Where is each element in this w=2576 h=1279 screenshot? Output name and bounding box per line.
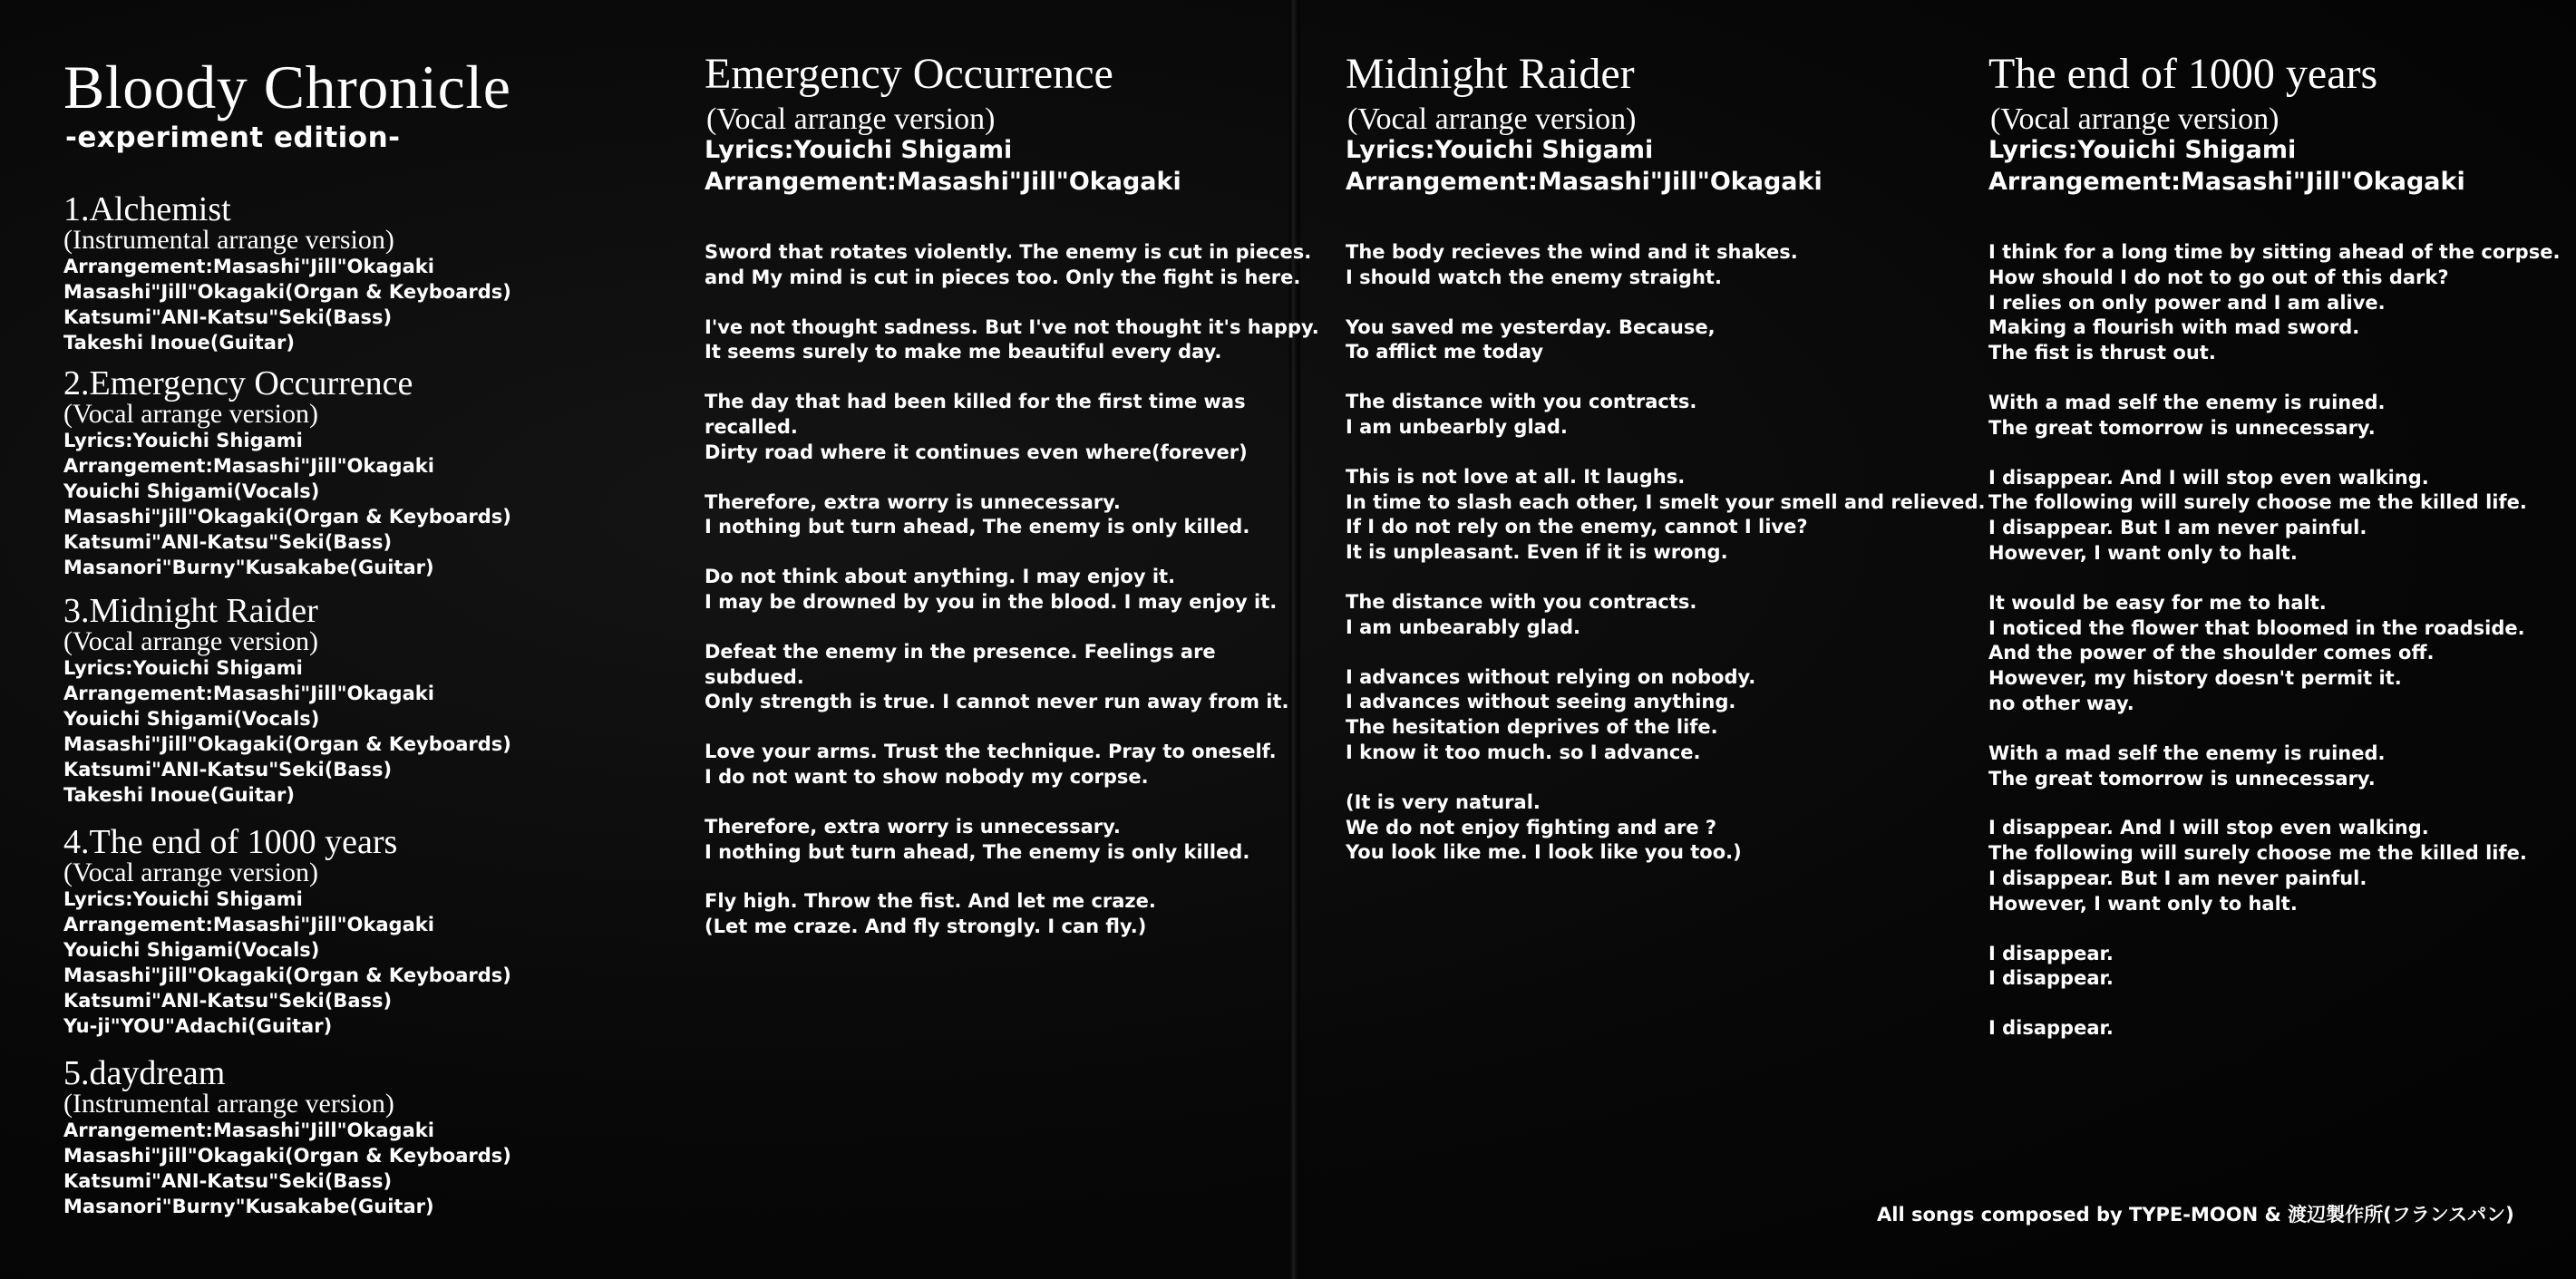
lyrics-stanza	[1988, 741, 2576, 792]
lyrics-line: You saved me yesterday. Because,	[1346, 315, 1716, 338]
lyrics-line: I disappear. And I will stop even walking.	[1988, 466, 2429, 489]
lyrics-credit-line: Lyrics:Youichi Shigami	[705, 136, 1013, 164]
lyrics-line: I do not want to show nobody my corpse.	[705, 765, 1149, 788]
credit-line: Masashi"Jill"Okagaki(Organ & Keyboards)	[63, 506, 511, 528]
lyrics-line: We do not enjoy fighting and are ?	[1346, 816, 1717, 838]
track-title: 4.The end of 1000 years	[63, 823, 398, 861]
credit-line: Masashi"Jill"Okagaki(Organ & Keyboards)	[63, 281, 511, 303]
lyrics-stanza	[1988, 816, 2576, 916]
lyrics-line: It seems surely to make me beautiful every day.	[705, 341, 1222, 363]
track-title: 1.Alchemist	[63, 190, 231, 228]
lyrics-line: To afflict me today	[1346, 341, 1544, 363]
credit-line: Arrangement:Masashi"Jill"Okagaki	[63, 683, 434, 704]
credit-line: Katsumi"ANI-Katsu"Seki(Bass)	[63, 759, 393, 780]
lyrics-stanza	[1346, 315, 1971, 366]
track-credits	[63, 655, 662, 808]
lyrics-line: I disappear.	[1988, 967, 2114, 990]
track-title: 5.daydream	[63, 1054, 226, 1092]
credit-line: Arrangement:Masashi"Jill"Okagaki	[63, 914, 434, 935]
album-subtitle: -experiment edition-	[65, 121, 401, 154]
lyrics-title: Midnight Raider	[1346, 50, 1635, 98]
lyrics-stanza	[1988, 591, 2576, 717]
lyrics-line: The hesitation deprives of the life.	[1346, 716, 1718, 739]
lyrics-line: The fist is thrust out.	[1988, 342, 2216, 364]
lyrics-stanza	[705, 315, 1330, 366]
lyrics-line: If I do not rely on the enemy, cannot I live?	[1346, 516, 1808, 538]
track-title: 2.Emergency Occurrence	[63, 364, 413, 402]
lyrics-line: I relies on only power and I am alive.	[1988, 291, 2386, 314]
lyrics-line: However, I want only to halt.	[1988, 541, 2298, 564]
lyrics-line: (Let me craze. And fly strongly. I can fly.)	[705, 916, 1147, 938]
credit-line: Youichi Shigami(Vocals)	[63, 708, 320, 730]
lyrics-line: (It is very natural.	[1346, 790, 1541, 813]
lyrics-credit-line: Arrangement:Masashi"Jill"Okagaki	[1988, 168, 2465, 196]
lyrics-credits	[705, 134, 1181, 198]
lyrics-line: I am unbearbly glad.	[1346, 415, 1568, 438]
lyrics-stanza	[705, 565, 1330, 615]
lyrics-line: The great tomorrow is unnecessary.	[1988, 767, 2376, 790]
credit-line: Lyrics:Youichi Shigami	[63, 430, 303, 451]
lyrics-line: The following will surely choose me the killed life.	[1988, 842, 2527, 865]
lyrics-line: The distance with you contracts.	[1346, 391, 1697, 413]
lyrics-line: I nothing but turn ahead, The enemy is only killed.	[705, 840, 1250, 863]
track-credits	[63, 1118, 662, 1219]
lyrics-stanza	[705, 390, 1330, 465]
lyrics-stanza	[1346, 590, 1971, 641]
lyrics-credit-line: Arrangement:Masashi"Jill"Okagaki	[705, 168, 1181, 196]
credit-line: Masashi"Jill"Okagaki(Organ & Keyboards)	[63, 733, 511, 755]
lyrics-line: Therefore, extra worry is unnecessary.	[705, 490, 1121, 513]
lyrics-version: (Vocal arrange version)	[706, 102, 996, 136]
lyrics-title: Emergency Occurrence	[705, 50, 1113, 98]
credit-line: Arrangement:Masashi"Jill"Okagaki	[63, 1119, 434, 1141]
lyrics-stanza	[705, 889, 1330, 940]
lyrics-line: and My mind is cut in pieces too. Only the fight is here.	[705, 266, 1301, 288]
lyrics-line: I've not thought sadness. But I've not thought it's happy.	[705, 315, 1319, 338]
lyrics-line: I disappear. But I am never painful.	[1988, 867, 2367, 889]
track-title: 3.Midnight Raider	[63, 592, 318, 630]
lyrics-line: I disappear.	[1988, 1017, 2114, 1040]
credit-line: Youichi Shigami(Vocals)	[63, 939, 320, 961]
credit-line: Lyrics:Youichi Shigami	[63, 888, 303, 910]
lyrics-line: The body recieves the wind and it shakes.	[1346, 241, 1798, 263]
lyrics-line: Do not think about anything. I may enjoy it.	[705, 566, 1176, 588]
lyrics-stanza	[705, 740, 1330, 790]
lyrics-line: Fly high. Throw the fist. And let me craze.	[705, 890, 1156, 913]
lyrics-line: Sword that rotates violently. The enemy is cut in pieces.	[705, 241, 1312, 263]
lyrics-line: Only strength is true. I cannot never run away from it.	[705, 691, 1289, 713]
credit-line: Katsumi"ANI-Katsu"Seki(Bass)	[63, 306, 393, 328]
lyrics-line: I disappear. But I am never painful.	[1988, 517, 2367, 539]
lyrics-line: However, my history doesn't permit it.	[1988, 667, 2402, 690]
credit-line: Lyrics:Youichi Shigami	[63, 657, 303, 679]
lyrics-line: It is unpleasant. Even if it is wrong.	[1346, 541, 1728, 564]
lyrics-line: I think for a long time by sitting ahead of the corpse.	[1988, 241, 2561, 263]
lyrics-credit-line: Arrangement:Masashi"Jill"Okagaki	[1346, 168, 1823, 196]
lyrics-body	[1988, 240, 2576, 1066]
composer-credit: All songs composed by TYPE-MOON & 渡辺製作所(フランスパン)	[1877, 1204, 2514, 1226]
lyrics-stanza	[705, 815, 1330, 866]
lyrics-line: I disappear. And I will stop even walking.	[1988, 817, 2429, 839]
lyrics-line: The great tomorrow is unnecessary.	[1988, 416, 2376, 439]
lyrics-line: I am unbearably glad.	[1346, 615, 1581, 638]
track-version: (Instrumental arrange version)	[63, 225, 394, 255]
lyrics-line: I know it too much. so I advance.	[1346, 741, 1701, 763]
lyrics-line: Making a flourish with mad sword.	[1988, 316, 2360, 339]
lyrics-line: Love your arms. Trust the technique. Pray to oneself.	[705, 741, 1277, 763]
lyrics-stanza	[1346, 240, 1971, 291]
track-version: (Instrumental arrange version)	[63, 1089, 394, 1119]
lyrics-stanza	[1346, 665, 1971, 766]
lyrics-line: In time to slash each other, I smelt your smell and relieved.	[1346, 490, 1986, 513]
credit-line: Katsumi"ANI-Katsu"Seki(Bass)	[63, 1170, 393, 1192]
lyrics-line: recalled.	[705, 415, 798, 438]
credit-line: Takeshi Inoue(Guitar)	[63, 784, 295, 806]
track-credits	[63, 254, 662, 355]
credit-line: Youichi Shigami(Vocals)	[63, 480, 320, 502]
lyrics-credit-line: Lyrics:Youichi Shigami	[1988, 136, 2297, 164]
track-version: (Vocal arrange version)	[63, 858, 318, 887]
lyrics-line: Therefore, extra worry is unnecessary.	[705, 815, 1121, 838]
lyrics-stanza	[1988, 391, 2576, 441]
lyrics-stanza	[1988, 240, 2576, 366]
lyrics-credits	[1346, 134, 1823, 198]
credit-line: Masanori"Burny"Kusakabe(Guitar)	[63, 557, 434, 578]
lyrics-line: I advances without seeing anything.	[1346, 691, 1736, 713]
credit-line: Arrangement:Masashi"Jill"Okagaki	[63, 256, 434, 277]
credit-line: Yu-ji"YOU"Adachi(Guitar)	[63, 1015, 333, 1037]
lyrics-line: However, I want only to halt.	[1988, 892, 2298, 915]
lyrics-stanza	[1346, 790, 1971, 866]
credit-line: Arrangement:Masashi"Jill"Okagaki	[63, 455, 434, 477]
lyrics-line: You look like me. I look like you too.)	[1346, 841, 1742, 864]
lyrics-line: With a mad self the enemy is ruined.	[1988, 391, 2386, 413]
track-entry	[63, 366, 662, 580]
album-title: Bloody Chronicle	[63, 53, 511, 121]
lyrics-stanza	[1988, 1016, 2576, 1042]
lyrics-line: This is not love at all. It laughs.	[1346, 465, 1686, 488]
track-credits	[63, 887, 662, 1039]
lyrics-version: (Vocal arrange version)	[1347, 102, 1637, 136]
lyrics-body	[705, 240, 1330, 964]
lyrics-line: I should watch the enemy straight.	[1346, 266, 1722, 288]
credit-line: Katsumi"ANI-Katsu"Seki(Bass)	[63, 990, 393, 1012]
lyrics-line: The day that had been killed for the first time was	[705, 391, 1246, 413]
lyrics-line: subdued.	[705, 665, 804, 688]
credit-line: Masashi"Jill"Okagaki(Organ & Keyboards)	[63, 1145, 511, 1167]
lyrics-line: It would be easy for me to halt.	[1988, 591, 2327, 614]
track-entry	[63, 594, 662, 808]
lyrics-body	[1346, 240, 1986, 890]
lyrics-line: I may be drowned by you in the blood. I may enjoy it.	[705, 590, 1278, 613]
lyrics-line: How should I do not to go out of this dark?	[1988, 266, 2449, 288]
lyrics-stanza	[705, 640, 1330, 715]
lyrics-stanza	[1988, 942, 2576, 993]
lyrics-line: Defeat the enemy in the presence. Feelings are	[705, 640, 1216, 663]
credit-line: Takeshi Inoue(Guitar)	[63, 332, 295, 354]
lyrics-stanza	[1346, 465, 1986, 566]
lyrics-line: Dirty road where it continues even where(forever)	[705, 441, 1248, 463]
lyrics-stanza	[705, 490, 1330, 541]
lyrics-line: I noticed the flower that bloomed in the roadside.	[1988, 616, 2525, 639]
lyrics-line: no other way.	[1988, 692, 2134, 714]
lyrics-line: With a mad self the enemy is ruined.	[1988, 741, 2386, 764]
lyrics-stanza	[705, 240, 1330, 291]
lyrics-stanza	[1346, 390, 1971, 441]
lyrics-line: I advances without relying on nobody.	[1346, 665, 1756, 688]
track-version: (Vocal arrange version)	[63, 399, 318, 429]
track-entry	[63, 825, 662, 1039]
credit-line: Masashi"Jill"Okagaki(Organ & Keyboards)	[63, 964, 511, 986]
credit-line: Masanori"Burny"Kusakabe(Guitar)	[63, 1196, 434, 1217]
lyrics-line: The following will surely choose me the killed life.	[1988, 491, 2527, 514]
lyrics-stanza	[1988, 466, 2576, 567]
lyrics-credit-line: Lyrics:Youichi Shigami	[1346, 136, 1654, 164]
lyrics-line: I disappear.	[1988, 942, 2114, 964]
lyrics-title: The end of 1000 years	[1988, 50, 2378, 98]
lyrics-credits	[1988, 134, 2465, 198]
lyrics-line: I nothing but turn ahead, The enemy is only killed.	[705, 516, 1250, 538]
lyrics-line: The distance with you contracts.	[1346, 590, 1697, 613]
track-credits	[63, 428, 662, 580]
lyrics-version: (Vocal arrange version)	[1990, 102, 2280, 136]
track-entry	[63, 1056, 662, 1219]
track-entry	[63, 192, 662, 355]
lyrics-line: And the power of the shoulder comes off.	[1988, 642, 2435, 664]
credit-line: Katsumi"ANI-Katsu"Seki(Bass)	[63, 531, 393, 553]
track-version: (Vocal arrange version)	[63, 626, 318, 656]
